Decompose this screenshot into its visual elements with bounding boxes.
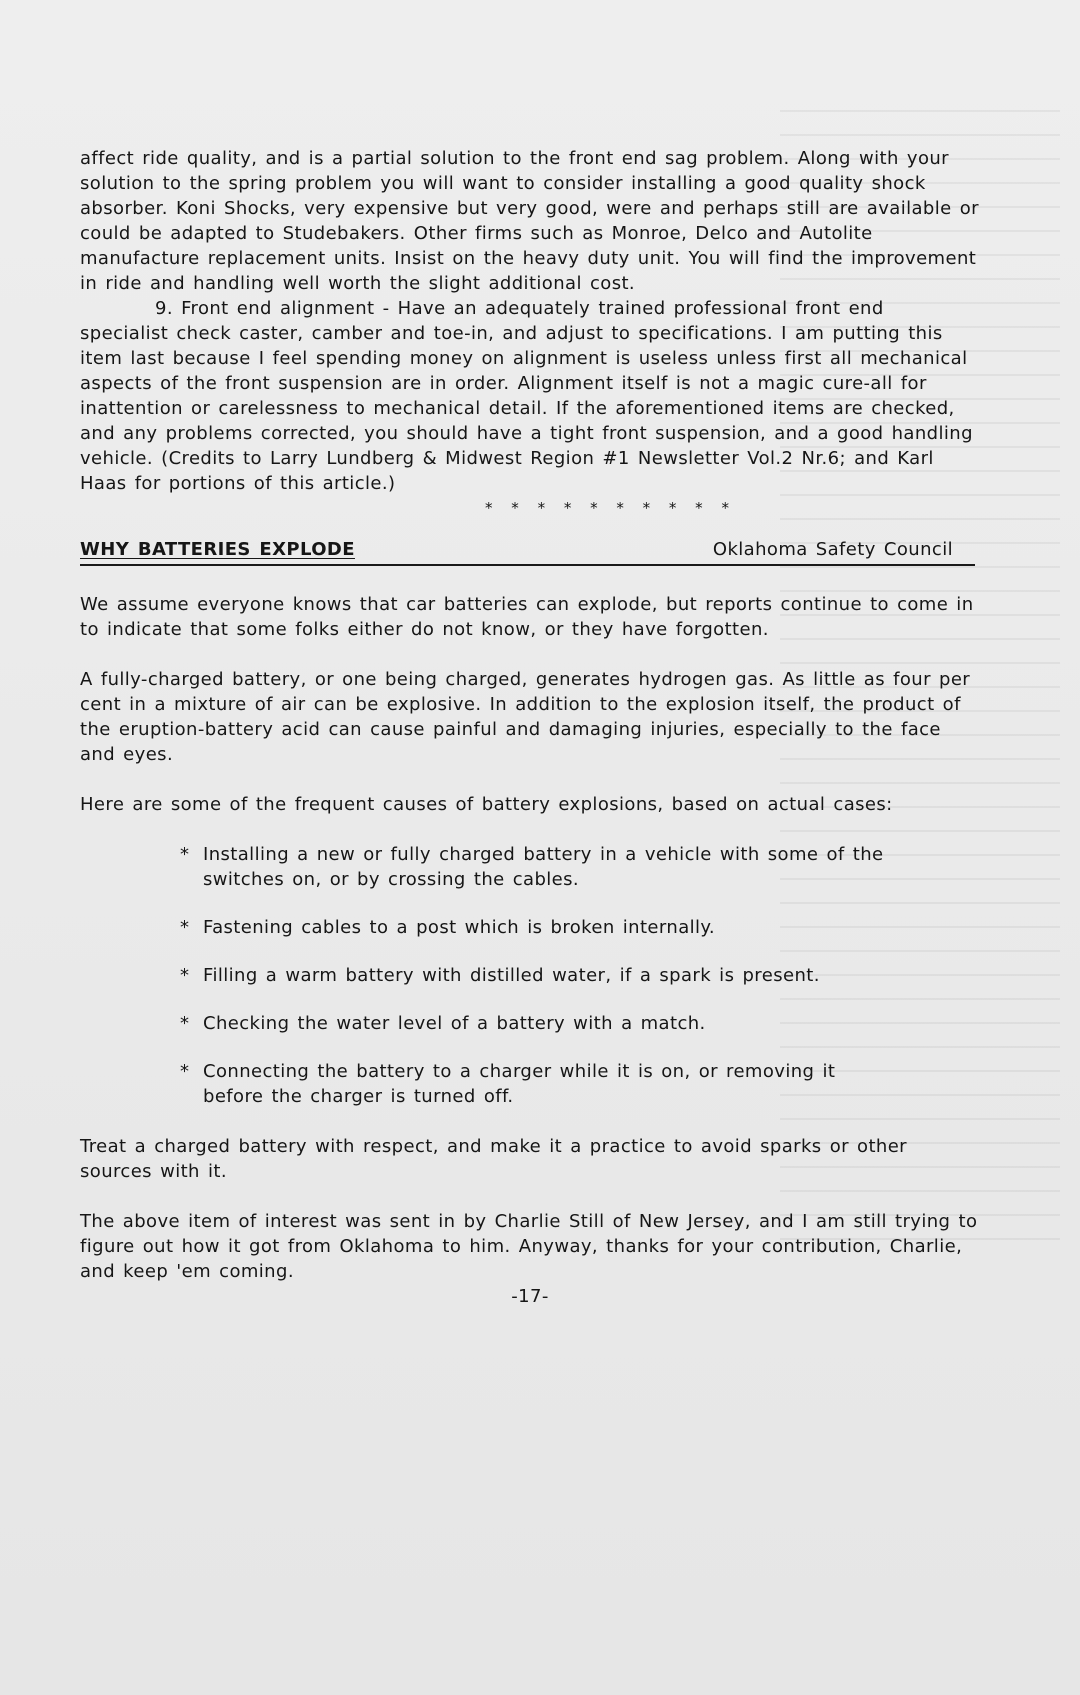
cause-text: Checking the water level of a battery with a match. <box>203 1013 706 1034</box>
advice-paragraph: Treat a charged battery with respect, and make it a practice to avoid sparks or other sources with it. <box>80 1136 907 1182</box>
cause-text: Installing a new or fully charged battery in a vehicle with some of the switches on, or by crossing the cables. <box>203 844 884 890</box>
list-item <box>80 1011 903 1036</box>
article-title: WHY BATTERIES EXPLODE <box>80 539 355 560</box>
asterisk-bullet-icon: * <box>180 1013 190 1034</box>
list-item <box>80 963 903 988</box>
closing-paragraph: The above item of interest was sent in by Charlie Still of New Jersey, and I am still trying to figure out how it got from Oklahoma to him. Anyway, thanks for your contribution, Charlie, and keep 'em coming. <box>80 1211 978 1282</box>
front-end-alignment-paragraph: 9. Front end alignment - Have an adequately trained professional front end specialist check caster, camber and toe-in, and adjust to specifications. I am putting this item last because I feel spending money on alignment is useless unless first all mechanical aspects of the front suspension are in order. Alignment itself is not a magic cure-all for inattention or carelessness to mechanical detail. If the aforementioned items are checked, and any problems corrected, you should have a tight front suspension, and a good handling vehicle. (Credits to Larry Lundberg & Midwest Region #1 Newsletter Vol.2 Nr.6; and Karl Haas for portions of this article.) <box>80 298 973 494</box>
hazard-paragraph: A fully-charged battery, or one being charged, generates hydrogen gas. As little as four per cent in a mixture of air can be explosive. In addition to the explosion itself, the product of the eruption-battery acid can cause painful and damaging injuries, especially to the face and eyes. <box>80 669 971 765</box>
intro-paragraph: We assume everyone knows that car batteries can explode, but reports continue to come in to indicate that some folks either do not know, or they have forgotten. <box>80 594 974 640</box>
cause-text: Fastening cables to a post which is broken internally. <box>203 917 716 938</box>
section-separator: * * * * * * * * * * <box>485 499 735 517</box>
asterisk-bullet-icon: * <box>180 917 190 938</box>
causes-intro-paragraph: Here are some of the frequent causes of battery explosions, based on actual cases: <box>80 794 893 815</box>
causes-list <box>80 842 980 1109</box>
list-item <box>80 842 903 892</box>
cause-text: Connecting the battery to a charger while it is on, or removing it before the charger is turned off. <box>203 1061 836 1107</box>
article-heading <box>80 537 975 566</box>
asterisk-bullet-icon: * <box>180 844 190 865</box>
list-item <box>80 1059 903 1109</box>
continued-paragraph: affect ride quality, and is a partial solution to the front end sag problem. Along with your solution to the spring problem you will want to consider installing a good quality shock absorber. Koni Shocks, very expensive but very good, were and perhaps still are available or could be adapted to Studebakers. Other firms such as Monroe, Delco and Autolite manufacture replacement units. Insist on the heavy duty unit. You will find the improvement in ride and handling well worth the slight additional cost. <box>80 148 979 294</box>
cause-text: Filling a warm battery with distilled water, if a spark is present. <box>203 965 820 986</box>
asterisk-bullet-icon: * <box>180 1061 190 1082</box>
page-body <box>80 146 980 1309</box>
page-number: -17- <box>511 1286 549 1307</box>
asterisk-bullet-icon: * <box>180 965 190 986</box>
article-source: Oklahoma Safety Council <box>712 539 953 560</box>
list-item <box>80 915 903 940</box>
